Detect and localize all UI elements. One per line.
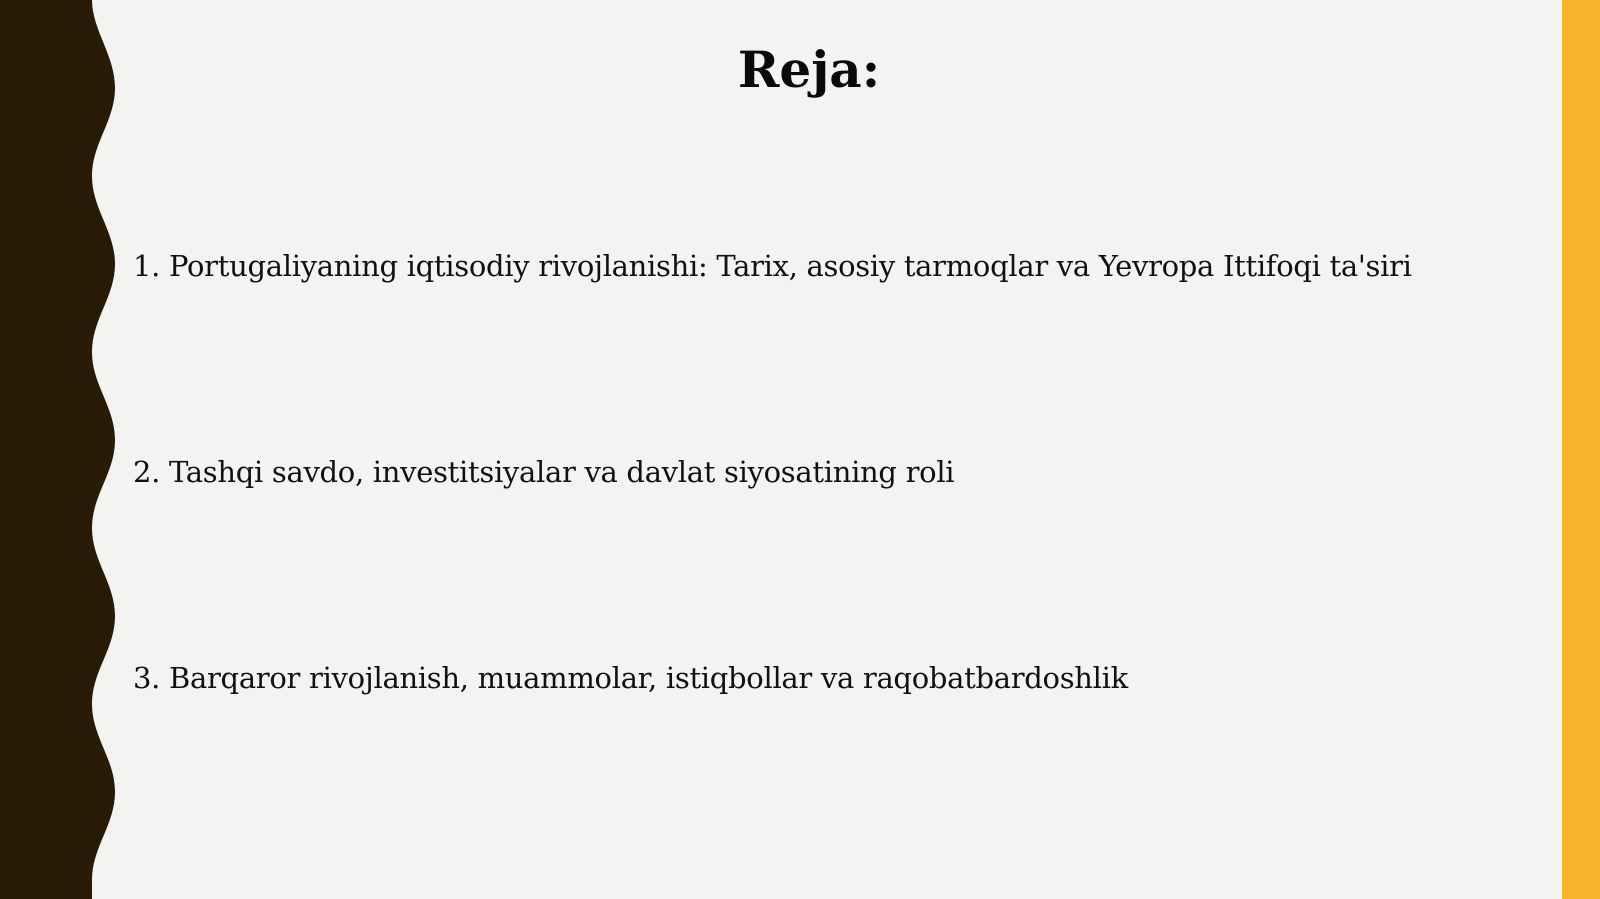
plan-item-3: 3. Barqaror rivojlanish, muammolar, istiqbollar va raqobatbardoshlik: [133, 661, 1128, 695]
right-accent-bar: [1562, 0, 1600, 899]
wavy-left-border: [0, 0, 130, 899]
plan-item-1: 1. Portugaliyaning iqtisodiy rivojlanishi: Tarix, asosiy tarmoqlar va Yevropa Ittifoqi ta'siri: [133, 249, 1412, 283]
plan-item-2: 2. Tashqi savdo, investitsiyalar va davlat siyosatining roli: [133, 455, 955, 489]
wavy-left-border-shape: [0, 0, 115, 899]
slide-title: Reja:: [737, 40, 881, 99]
